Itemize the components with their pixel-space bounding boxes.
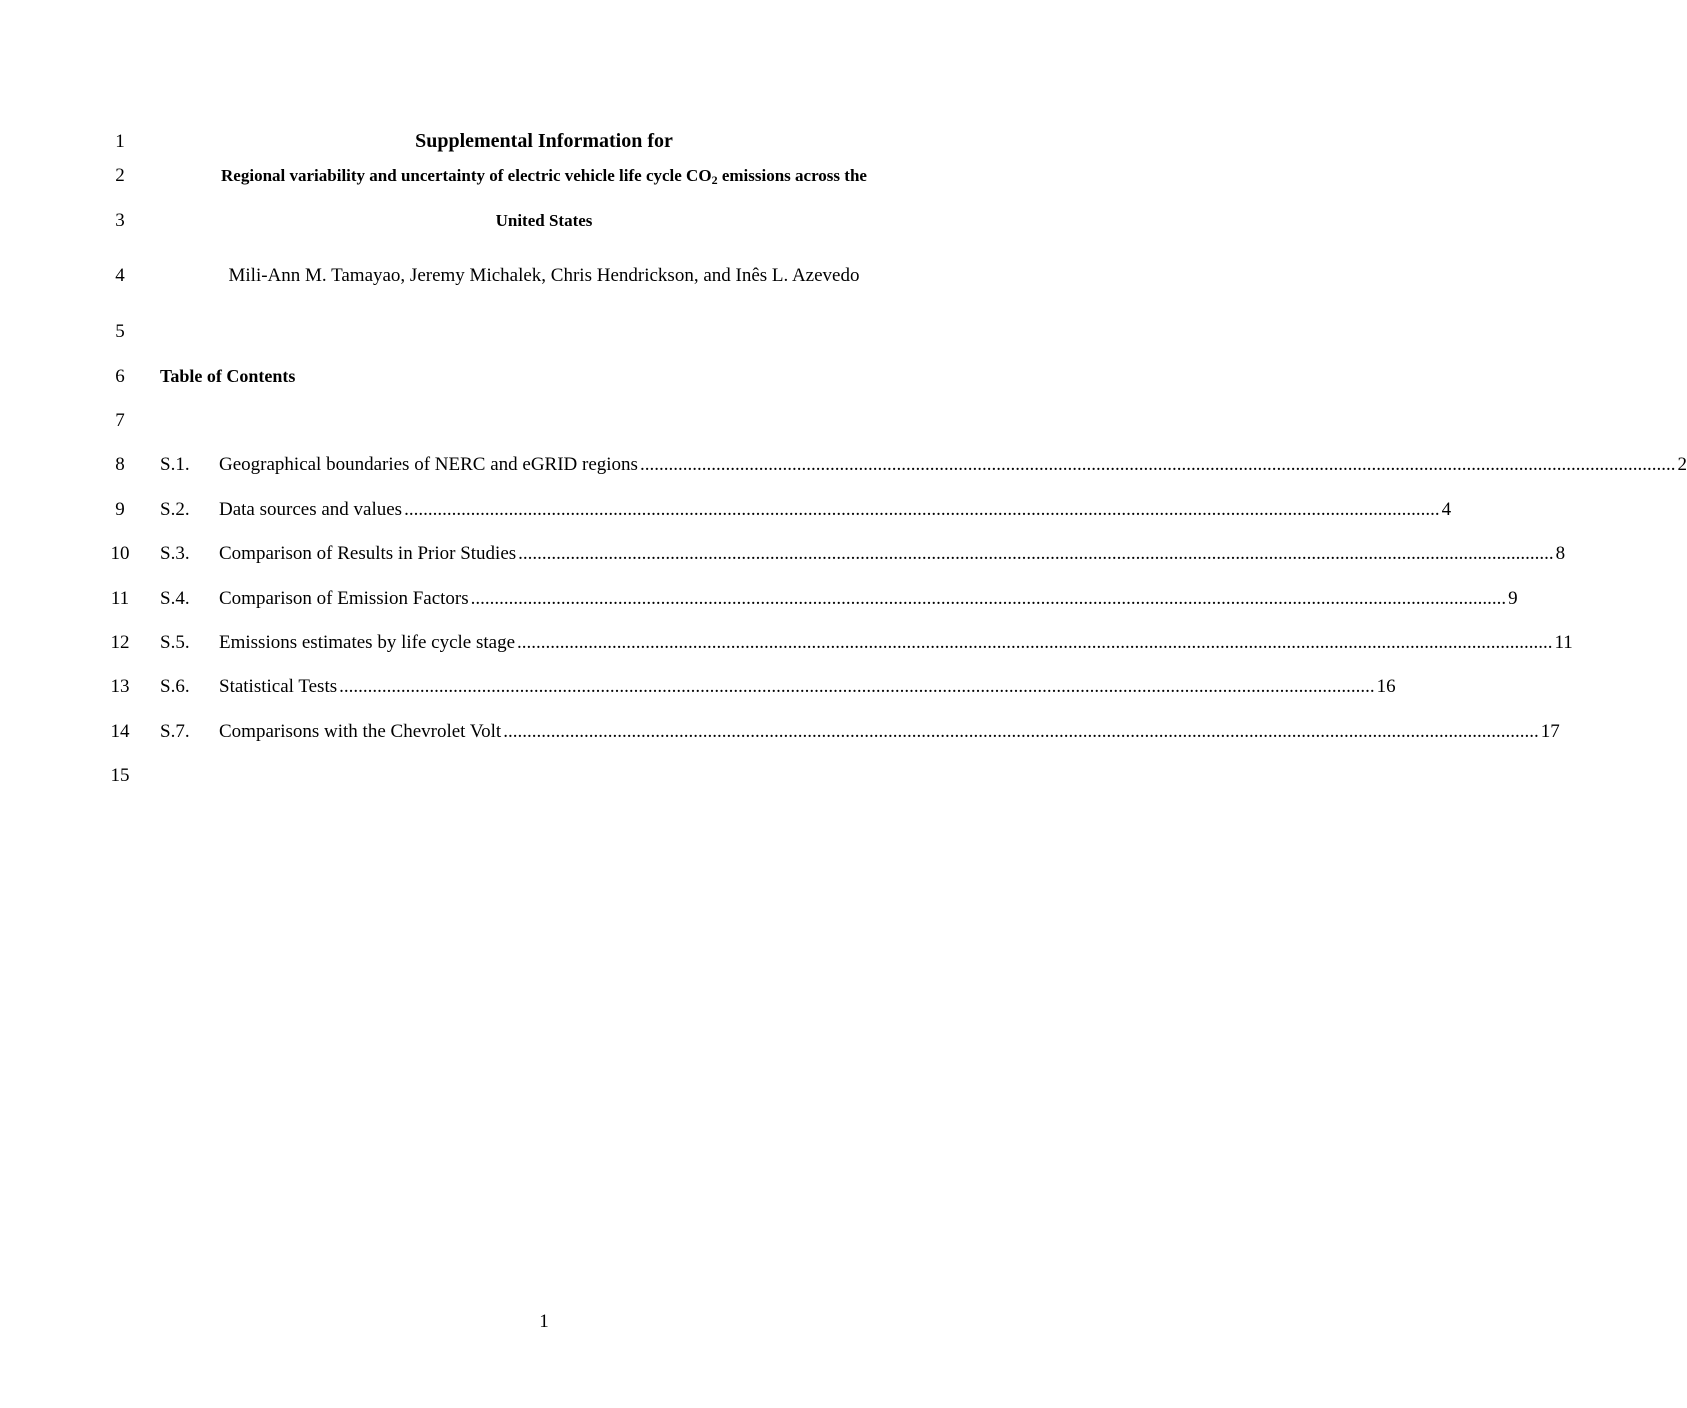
toc-entry-title: Comparison of Results in Prior Studies [219, 543, 517, 564]
line-number: 14 [110, 721, 130, 742]
toc-entry-page: 2 [1677, 454, 1687, 475]
line-number: 11 [110, 588, 130, 609]
toc-leader: .......................................................................................................................................................................................................................... [518, 543, 1554, 564]
toc-leader: .......................................................................................................................................................................................................................... [404, 499, 1440, 520]
subtitle-part1: Regional variability and uncertainty of electric vehicle life cycle CO [221, 166, 712, 185]
toc-entry-title: Emissions estimates by life cycle stage [219, 632, 516, 653]
toc-leader: .......................................................................................................................................................................................................................... [503, 721, 1539, 742]
toc-entry-number: S.5. [160, 632, 190, 653]
toc-entry-number: S.1. [160, 454, 190, 475]
toc-entry[interactable] [160, 632, 1573, 654]
toc-entry-title: Data sources and values [219, 499, 403, 520]
toc-entry-number: S.7. [160, 721, 190, 742]
toc-entry[interactable] [160, 721, 1560, 743]
toc-entry[interactable] [160, 499, 1452, 521]
toc-entry-title: Comparisons with the Chevrolet Volt [219, 721, 502, 742]
toc-entry-page: 4 [1441, 499, 1452, 520]
toc-entry-page: 8 [1555, 543, 1566, 564]
line-number: 7 [115, 410, 125, 431]
line-number: 13 [110, 676, 130, 697]
line-number: 6 [115, 366, 125, 387]
toc-entry-title: Geographical boundaries of NERC and eGRID regions [219, 454, 638, 475]
line-number: 8 [115, 454, 125, 475]
line-number: 1 [115, 131, 125, 152]
toc-entry-title: Statistical Tests [219, 676, 338, 697]
toc-entry[interactable] [160, 676, 1396, 698]
line-number: 10 [110, 543, 130, 564]
toc-leader: .......................................................................................................................................................................................................................... [639, 454, 1676, 475]
line-number: 12 [110, 632, 130, 653]
toc-entry-title: Comparison of Emission Factors [219, 588, 469, 609]
toc-leader: .......................................................................................................................................................................................................................... [470, 588, 1507, 609]
toc-entry[interactable] [160, 588, 1518, 610]
toc-entry[interactable] [160, 454, 1687, 476]
line-number: 3 [115, 210, 125, 231]
toc-entry-number: S.2. [160, 499, 190, 520]
line-number: 4 [115, 265, 125, 286]
toc-entry-number: S.3. [160, 543, 190, 564]
document-title: Supplemental Information for [415, 130, 673, 152]
line-number: 15 [110, 765, 130, 786]
toc-entry-page: 11 [1554, 632, 1573, 653]
toc-leader: .......................................................................................................................................................................................................................... [339, 676, 1375, 697]
toc-entry-number: S.4. [160, 588, 190, 609]
author-list: Mili-Ann M. Tamayao, Jeremy Michalek, Chris Hendrickson, and Inês L. Azevedo [228, 265, 860, 286]
line-number: 2 [115, 165, 125, 186]
subtitle-subscript: 2 [711, 173, 718, 187]
document-subtitle-line2: United States [495, 211, 593, 230]
page-number: 1 [539, 1311, 549, 1332]
toc-entry-number: S.6. [160, 676, 190, 697]
line-number: 9 [115, 499, 125, 520]
line-number: 5 [115, 321, 125, 342]
document-subtitle [160, 166, 928, 186]
toc-entry-page: 9 [1508, 588, 1518, 609]
toc-entry-page: 16 [1376, 676, 1396, 697]
toc-leader: .......................................................................................................................................................................................................................... [517, 632, 1553, 653]
toc-heading: Table of Contents [160, 366, 296, 386]
toc-entry[interactable] [160, 543, 1566, 565]
toc-entry-page: 17 [1540, 721, 1560, 742]
subtitle-part2: emissions across the [717, 166, 867, 185]
